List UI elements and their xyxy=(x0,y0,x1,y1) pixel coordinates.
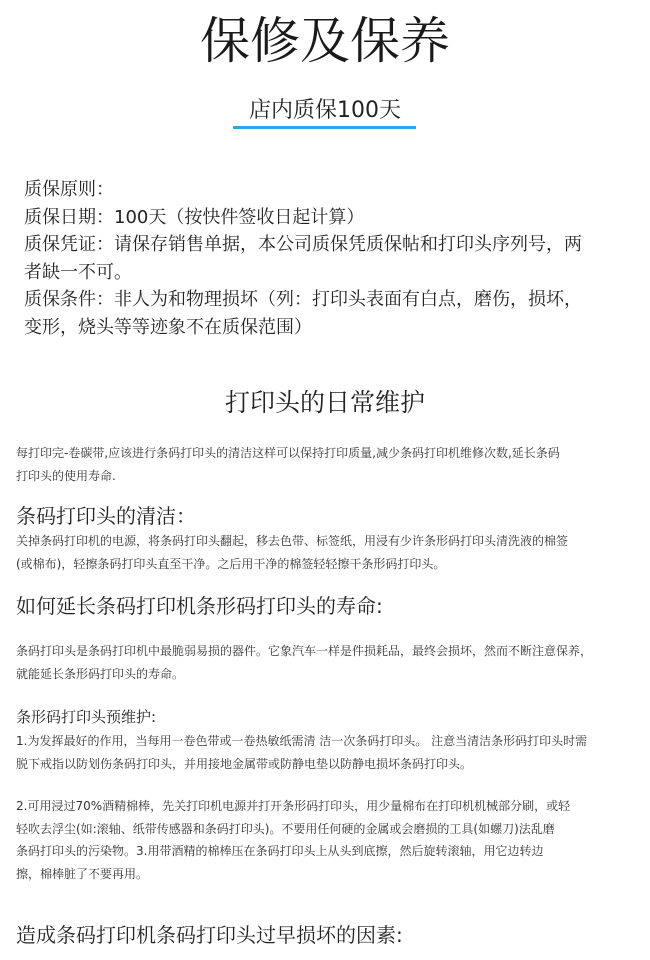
cleaning-line1: 关掉条码打印机的电源，将条码打印头翻起，移去色带、标签纸，用浸有少许条形码打印头清洗液的棉签 xyxy=(16,534,569,548)
prevention-p1-line2: 脱下戒指以防划伤条码打印头，并用接地金属带或防静电垫以防静电损坏条码打印头。 xyxy=(16,756,473,771)
prevention-p1-line1: 1.为发挥最好的作用，当每用一卷色带或一卷热敏纸需清 洁一次条码打印头。 注意当清洁条形码打印头时需 xyxy=(16,734,588,748)
subtitle: 店内质保100天 xyxy=(249,98,401,123)
lifespan-heading: 如何延长条码打印机条形码打印头的寿命: xyxy=(16,594,383,618)
warranty-policy xyxy=(24,176,634,341)
maintenance-intro xyxy=(16,442,636,487)
prevention-p2-line1: 2.可用浸过70%酒精棉棒，先关打印机电源并打开条形码打印头，用少量棉布在打印机机械部分刷，或轻 xyxy=(16,799,571,813)
warranty-principle: 质保原则： xyxy=(24,179,114,200)
warranty-proof-line2: 者缺一不可。 xyxy=(24,261,132,283)
warranty-conditions-line2: 变形，烧头等等迹象不在质保范围） xyxy=(24,316,312,338)
damage-heading: 造成条码打印机条码打印头过早损坏的因素: xyxy=(16,923,403,947)
prevention-p1 xyxy=(16,730,641,775)
lifespan-body xyxy=(16,640,641,685)
prevention-p2-line2: 轻吹去浮尘(如:滚轴、纸带传感器和条码打印头)。不要用任何硬的金属或会磨损的工具(如螺刀)法乱磨 xyxy=(16,821,555,836)
subtitle-underline xyxy=(233,126,416,129)
warranty-proof-line1: 质保凭证：请保存销售单据，本公司质保凭质保帖和打印头序列号，两 xyxy=(24,234,582,255)
page-title: 保修及保养 xyxy=(200,12,450,70)
cleaning-line2: (或棉布)，轻擦条码打印头直至干净。之后用干净的棉签轻轻擦干条形码打印头。 xyxy=(16,556,446,571)
prevention-p2 xyxy=(16,795,641,885)
maintenance-heading: 打印头的日常维护 xyxy=(224,388,425,417)
lifespan-line1: 条码打印头是条码打印机中最脆弱易损的器件。它象汽车一样是件损耗品，最终会损坏，然而不断注意保养， xyxy=(16,644,593,658)
prevention-p2-line3: 条码打印头的污染物。3.用带酒精的棉棒压在条码打印头上从头到底擦，然后旋转滚轴，用它边转边 xyxy=(16,844,544,858)
prevention-heading: 条形码打印头预维护: xyxy=(16,708,157,726)
cleaning-heading: 条码打印头的清洁： xyxy=(16,504,196,528)
cleaning-body xyxy=(16,530,641,575)
warranty-conditions-line1: 质保条件：非人为和物理损坏（列：打印头表面有白点，磨伤，损坏， xyxy=(24,289,582,310)
warranty-date: 质保日期：100天（按快件签收日起计算） xyxy=(24,206,365,228)
lifespan-line2: 就能延长条形码打印头的寿命。 xyxy=(16,666,185,681)
maintenance-intro-line2: 打印头的使用寿命. xyxy=(16,468,116,483)
maintenance-intro-line1: 每打印完-卷碳带,应该进行条码打印头的清洁这样可以保持打印质量,减少条码打印机维修次数,延长条码 xyxy=(16,446,560,460)
prevention-p2-line4: 擦，棉棒脏了不要再用。 xyxy=(16,866,149,881)
subtitle-wrap xyxy=(0,96,650,128)
